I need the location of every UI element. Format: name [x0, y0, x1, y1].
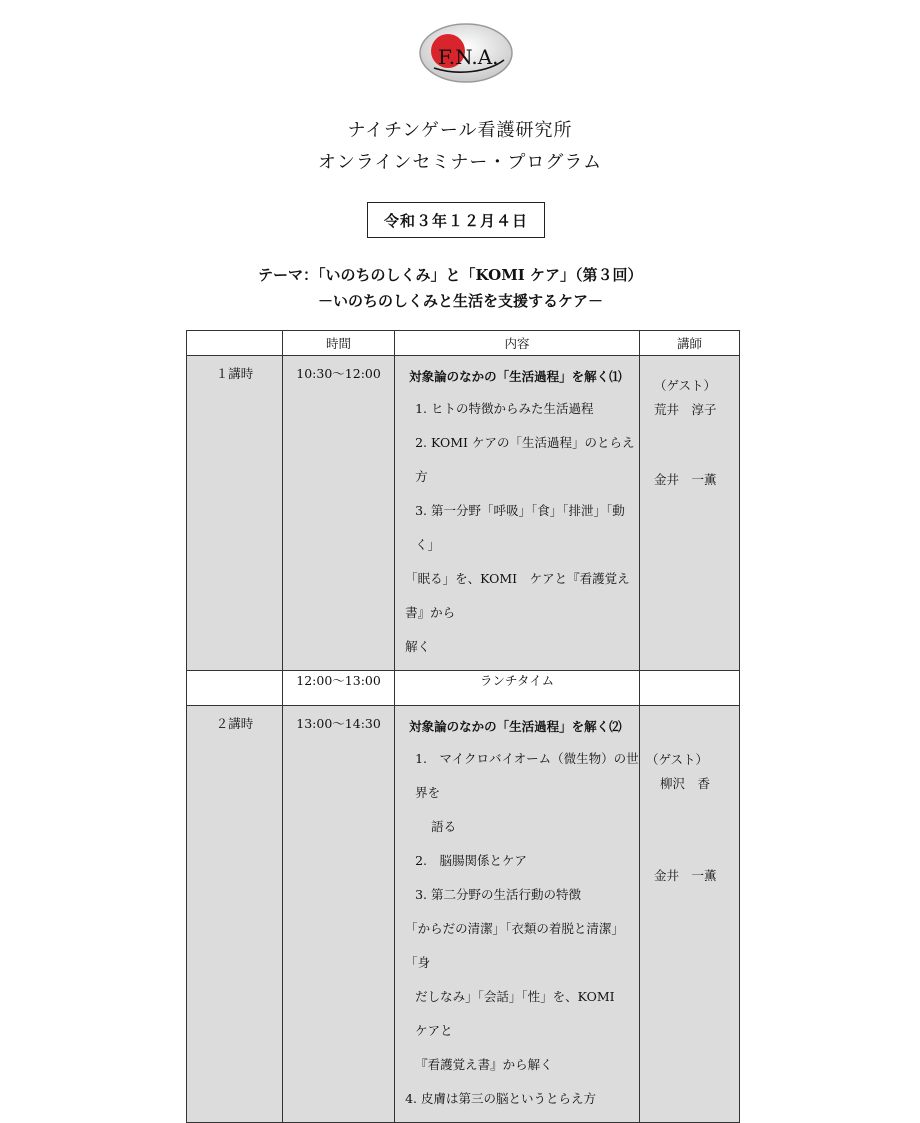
session1-line: 3. 第一分野「呼吸」「食」「排泄」「動く」 [415, 503, 625, 552]
program-title: オンラインセミナー・プログラム [317, 152, 603, 173]
session2-line: だしなみ」「会話」「性」を、KOMI ケアと [415, 989, 628, 1038]
lunch-label: ランチタイム [395, 671, 640, 706]
session2-line: 1. マイクロバイオーム（微生物）の世界を [415, 751, 639, 800]
session1-content [395, 356, 639, 670]
session2-line: 「からだの清潔」「衣類の着脱と清潔」「身 [405, 921, 624, 970]
session-row-2 [187, 706, 740, 1123]
institute-title: ナイチンゲール看護研究所 [347, 120, 573, 141]
session2-line: 4. 皮膚は第三の脳というとらえ方 [405, 1091, 596, 1106]
session2-content [395, 706, 639, 1122]
fna-logo-graphic [418, 22, 514, 84]
session2-guest-label: （ゲスト） [646, 752, 709, 767]
session1-line: 「眠る」を、KOMI ケアと『看護覚え書』から [405, 571, 630, 620]
session1-line: 1. ヒトの特徴からみた生活過程 [415, 401, 594, 416]
session2-line: 3. 第二分野の生活行動の特徴 [415, 887, 581, 902]
session1-line: 解く [405, 639, 431, 654]
header-slot [187, 331, 283, 356]
session1-guest-label: （ゲスト） [654, 378, 717, 393]
session2-line: 語る [431, 819, 457, 834]
session1-time: 10:30～12:00 [296, 366, 381, 381]
fna-logo [418, 22, 514, 84]
header-content: 内容 [395, 331, 640, 356]
theme-title: テーマ：「いのちのしくみ」と「KOMI ケア」（第３回） [258, 266, 643, 284]
session2-title: 対象論のなかの「生活過程」を解く⑵ [409, 719, 622, 734]
header-lecturer: 講師 [640, 331, 740, 356]
session2-time: 13:00～14:30 [296, 716, 381, 731]
session1-lecturers [640, 356, 740, 671]
lunch-time: 12:00～13:00 [283, 671, 395, 706]
program-table [186, 330, 740, 1123]
session2-guest-name: 柳沢 香 [660, 776, 711, 791]
date-text: 令和３年１２月４日 [383, 211, 528, 230]
session2-line: 2. 脳腸関係とケア [415, 853, 528, 868]
theme-subtitle: －いのちのしくみと生活を支援するケア－ [318, 292, 604, 310]
session1-slot: １講時 [215, 366, 254, 381]
session2-slot: ２講時 [215, 716, 254, 731]
date-box [367, 202, 545, 238]
logo-text: F.N.A. [438, 45, 499, 69]
session2-lecturer-name: 金井 一薫 [654, 868, 717, 883]
lunch-row [187, 671, 740, 706]
session2-lecturers [640, 706, 740, 1123]
session1-guest-name: 荒井 淳子 [654, 402, 717, 417]
table-header-row [187, 331, 740, 356]
session2-line: 『看護覚え書』から解く [415, 1057, 553, 1072]
session-row-1 [187, 356, 740, 671]
session1-line: 2. KOMI ケアの「生活過程」のとらえ方 [415, 435, 635, 484]
session1-title: 対象論のなかの「生活過程」を解く⑴ [409, 369, 622, 384]
session1-lecturer-name: 金井 一薫 [654, 472, 717, 487]
header-time: 時間 [283, 331, 395, 356]
